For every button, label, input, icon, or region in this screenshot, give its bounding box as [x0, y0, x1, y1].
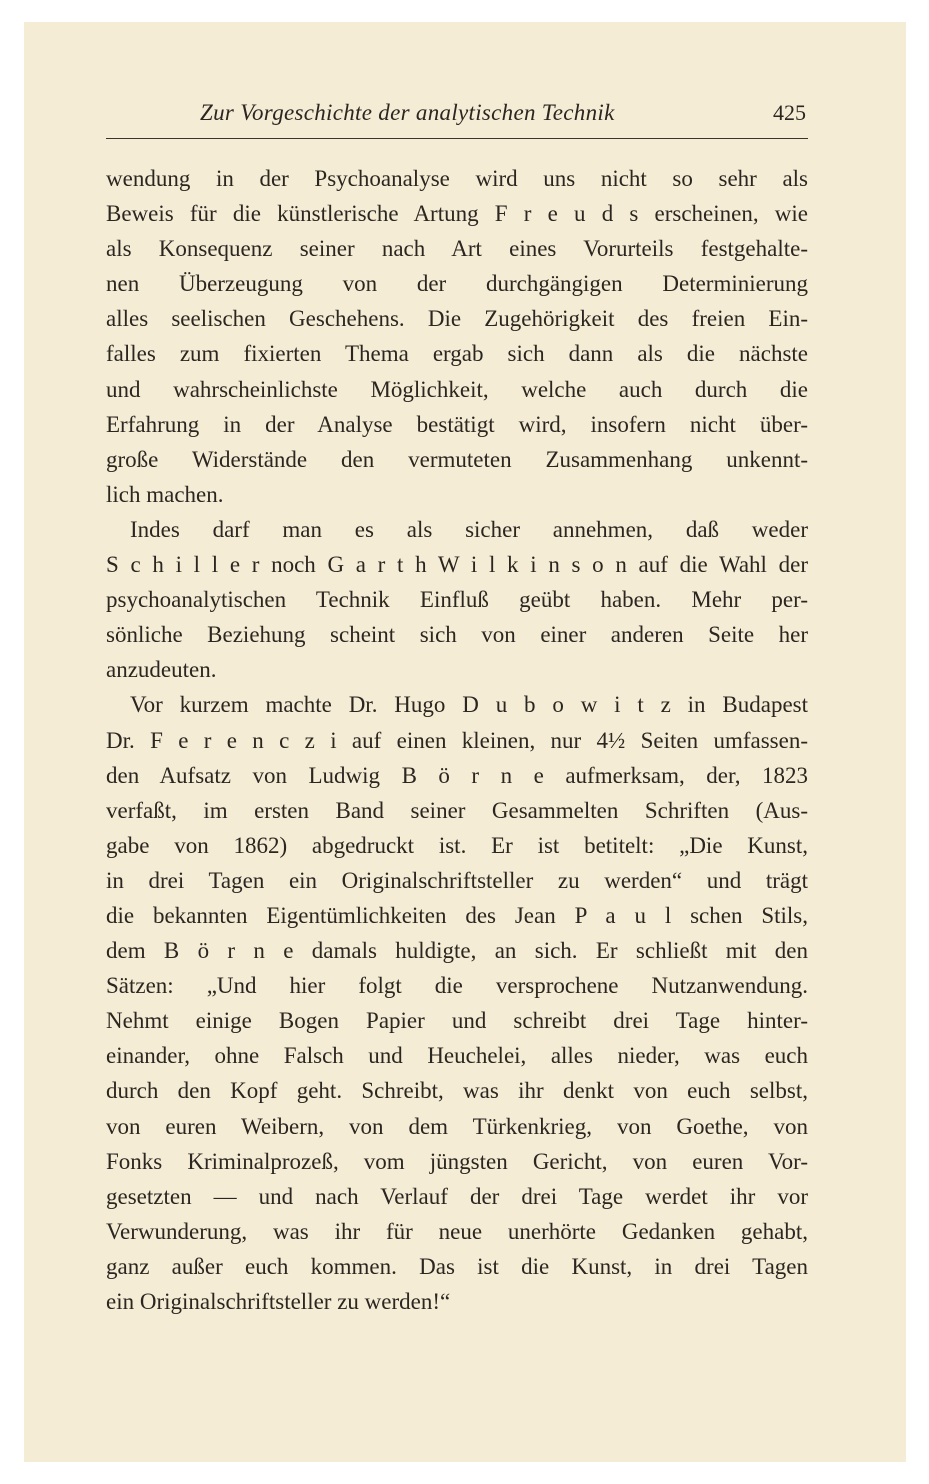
body-text	[106, 161, 808, 1319]
text-line: den Aufsatz von Ludwig B ö r n e aufmerksam, der, 1823	[106, 762, 808, 788]
running-header	[106, 98, 808, 139]
text-line: Beweis für die künstlerische Artung F r e u d s erscheinen, wie	[106, 201, 808, 227]
text-line: sönliche Beziehung scheint sich von einer anderen Seite her	[106, 622, 808, 648]
page-number: 425	[773, 100, 806, 125]
text-line: durch den Kopf geht. Schreibt, was ihr denkt von euch selbst,	[106, 1078, 808, 1104]
text-line: als Konsequenz seiner nach Art eines Vorurteils festgehalte-	[106, 236, 808, 262]
text-line: Nehmt einige Bogen Papier und schreibt drei Tage hinter-	[106, 1008, 808, 1034]
text-line: Indes darf man es als sicher annehmen, daß weder	[130, 516, 808, 542]
text-line: Erfahrung in der Analyse bestätigt wird, insofern nicht über-	[106, 411, 808, 437]
text-line: große Widerstände den vermuteten Zusammenhang unkennt-	[106, 446, 808, 472]
book-page	[24, 22, 906, 1462]
text-line: Vor kurzem machte Dr. Hugo D u b o w i t z in Budapest	[130, 692, 808, 718]
text-line: lich machen.	[106, 481, 224, 507]
text-line: anzudeuten.	[106, 657, 217, 683]
text-line: ein Originalschriftsteller zu werden!“	[106, 1289, 451, 1314]
running-title: Zur Vorgeschichte der analytischen Technik	[200, 100, 615, 125]
text-line: einander, ohne Falsch und Heuchelei, alles nieder, was euch	[106, 1043, 808, 1069]
text-line: verfaßt, im ersten Band seiner Gesammelten Schriften (Aus-	[106, 797, 808, 823]
text-line: Sätzen: „Und hier folgt die versprochene Nutzanwendung.	[106, 973, 808, 999]
text-line: alles seelischen Geschehens. Die Zugehörigkeit des freien Ein-	[106, 306, 808, 332]
text-line: S c h i l l e r noch G a r t h W i l k i n s o n auf die Wahl der	[106, 552, 808, 578]
text-line: dem B ö r n e damals huldigte, an sich. Er schließt mit den	[106, 938, 808, 964]
text-line: gesetzten — und nach Verlauf der drei Tage werdet ihr vor	[106, 1183, 808, 1209]
text-line: die bekannten Eigentümlichkeiten des Jean P a u l schen Stils,	[106, 902, 808, 928]
text-line: von euren Weibern, von dem Türkenkrieg, von Goethe, von	[106, 1113, 808, 1139]
text-line: Dr. F e r e n c z i auf einen kleinen, nur 4½ Seiten umfassen-	[106, 727, 808, 753]
text-line: gabe von 1862) abgedruckt ist. Er ist betitelt: „Die Kunst,	[106, 832, 808, 858]
text-line: wendung in der Psychoanalyse wird uns nicht so sehr als	[106, 166, 808, 191]
text-line: und wahrscheinlichste Möglichkeit, welche auch durch die	[106, 376, 808, 402]
text-line: Fonks Kriminalprozeß, vom jüngsten Gericht, von euren Vor-	[106, 1148, 808, 1174]
text-line: nen Überzeugung von der durchgängigen Determinierung	[106, 271, 808, 297]
text-line: psychoanalytischen Technik Einfluß geübt haben. Mehr per-	[106, 587, 808, 613]
text-line: ganz außer euch kommen. Das ist die Kunst, in drei Tagen	[106, 1253, 808, 1279]
text-line: in drei Tagen ein Originalschriftsteller zu werden“ und trägt	[106, 867, 808, 893]
text-line: Verwunderung, was ihr für neue unerhörte Gedanken gehabt,	[106, 1218, 808, 1244]
text-line: falles zum fixierten Thema ergab sich dann als die nächste	[106, 341, 808, 367]
